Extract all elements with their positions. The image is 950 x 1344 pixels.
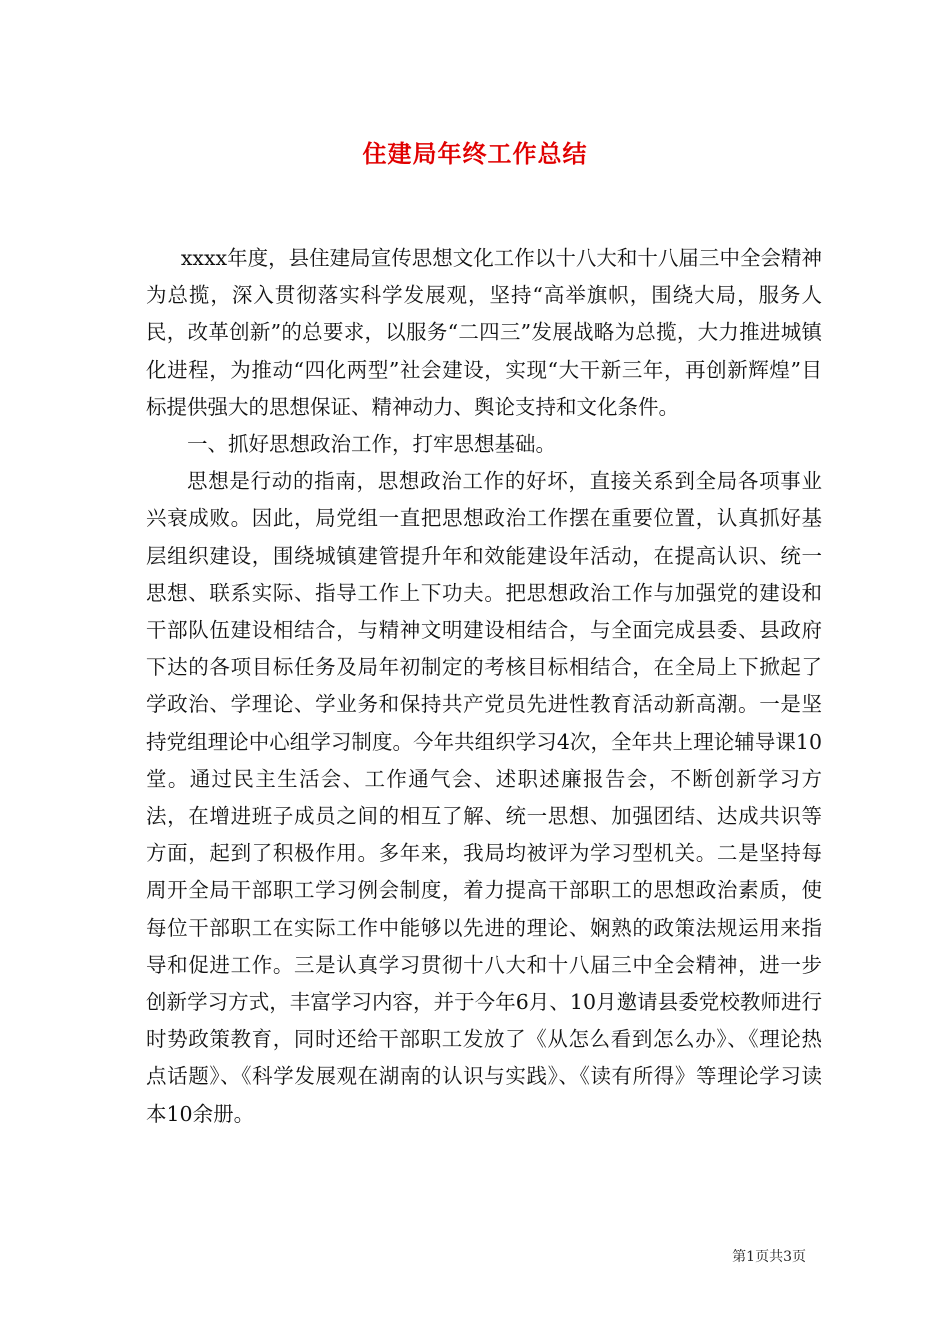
intro-paragraph: xxxx年度，县住建局宣传思想文化工作以十八大和十八届三中全会精神为总揽，深入贯彻落实科学发展观，坚持“高举旗帜，围绕大局，服务人民，改革创新”的总要求，以服务“二四三”发展战略为总揽，大力推进城镇化进程，为推动“四化两型”社会建设，实现“大干新三年，再创新辉煌”目标提供强大的思想保证、精神动力、舆论支持和文化条件。 [146,246,822,419]
page-number: 第1页共3页 [732,1249,806,1265]
document-title: 住建局年终工作总结 [362,139,588,168]
document-body [146,240,822,1133]
body-paragraph: 思想是行动的指南，思想政治工作的好坏，直接关系到全局各项事业兴衰成败。因此，局党组一直把思想政治工作摆在重要位置，认真抓好基层组织建设，围绕城镇建管提升年和效能建设年活动，在提高认识、统一思想、联系实际、指导工作上下功夫。把思想政治工作与加强党的建设和干部队伍建设相结合，与精神文明建设相结合，与全面完成县委、县政府下达的各项目标任务及局年初制定的考核目标相结合，在全局上下掀起了学政治、学理论、学业务和保持共产党员先进性教育活动新高潮。一是坚持党组理论中心组学习制度。今年共组织学习4次，全年共上理论辅导课10堂。通过民主生活会、工作通气会、述职述廉报告会，不断创新学习方法，在增进班子成员之间的相互了解、统一思想、加强团结、达成共识等方面，起到了积极作用。多年来，我局均被评为学习型机关。二是坚持每周开全局干部职工学习例会制度，着力提高干部职工的思想政治素质，使每位干部职工在实际工作中能够以先进的理论、娴熟的政策法规运用来指导和促进工作。三是认真学习贯彻十八大和十八届三中全会精神，进一步创新学习方式，丰富学习内容，并于今年6月、10月邀请县委党校教师进行时势政策教育，同时还给干部职工发放了《从怎么看到怎么办》、《理论热点话题》、《科学发展观在湖南的认识与实践》、《读有所得》等理论学习读本10余册。 [146,469,822,1126]
section-heading: 一、抓好思想政治工作，打牢思想基础。 [187,432,556,457]
